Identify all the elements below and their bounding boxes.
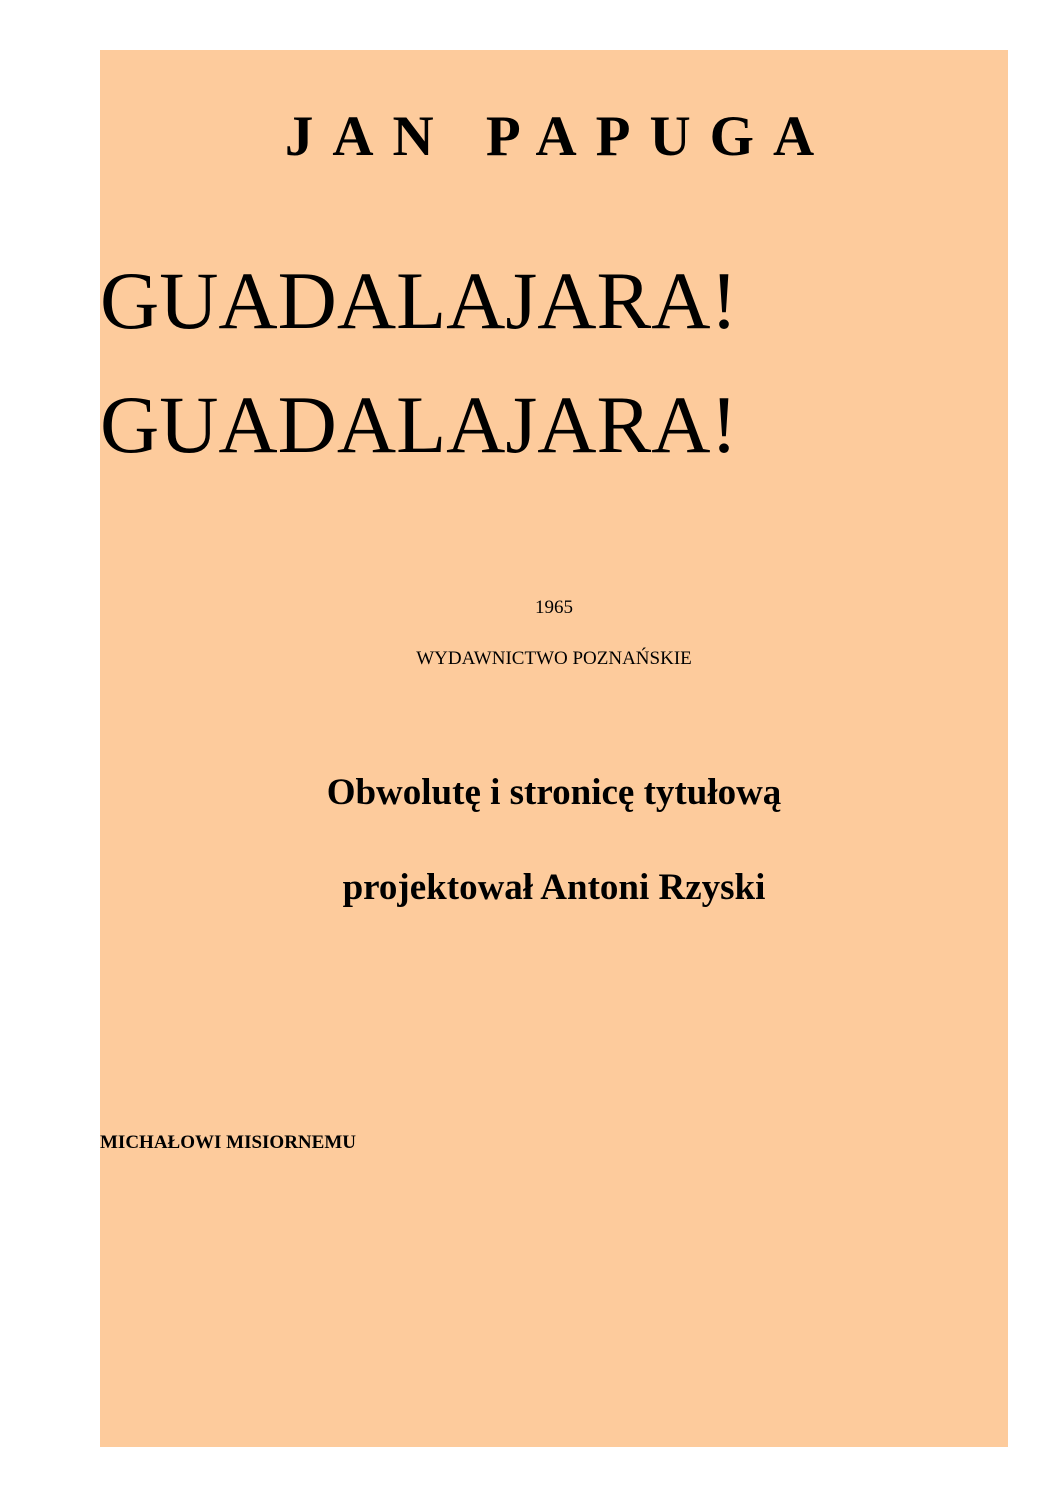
cover-credit-line-1: Obwolutę i stronicę tytułową: [326, 772, 782, 813]
author-name: JAN PAPUGA: [284, 105, 834, 168]
publisher-name: WYDAWNICTWO POZNAŃSKIE: [416, 648, 692, 669]
dedication: MICHAŁOWI MISIORNEMU: [100, 1132, 356, 1153]
title-page: [100, 50, 1008, 1447]
publication-year: 1965: [535, 597, 573, 618]
book-title-line-1: GUADALAJARA!: [100, 255, 738, 346]
book-title-line-2: GUADALAJARA!: [100, 379, 738, 470]
cover-credit-line-2: projektował Antoni Rzyski: [342, 867, 766, 908]
